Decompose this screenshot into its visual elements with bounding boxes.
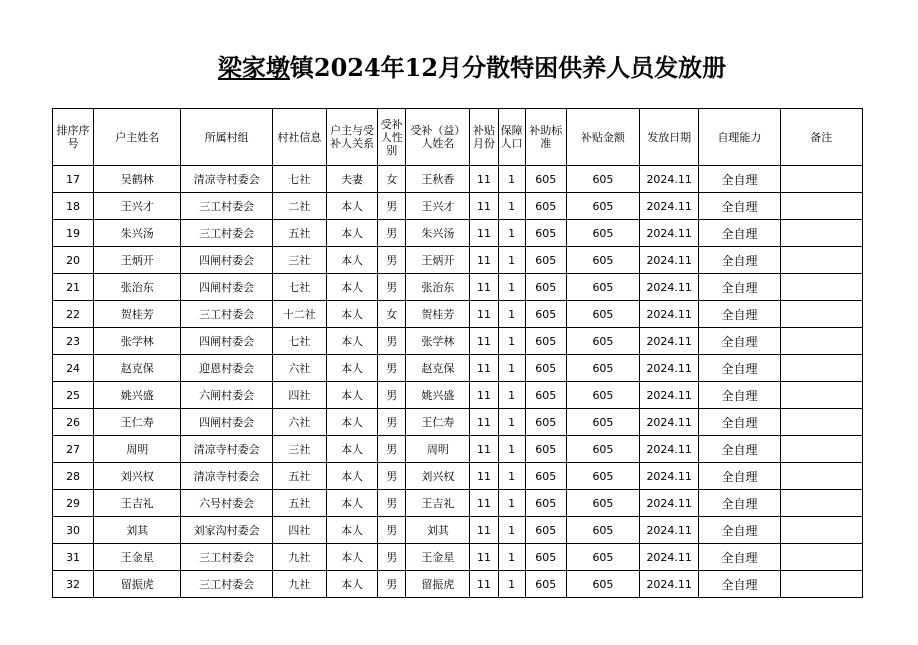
- cell-subsidy-month: 11: [470, 382, 498, 409]
- column-header-recipient-name: 受补（益）人姓名: [406, 109, 470, 166]
- cell-subsidy-standard: 605: [525, 301, 566, 328]
- cell-seq: 17: [53, 166, 94, 193]
- cell-payment-date: 2024.11: [640, 193, 699, 220]
- cell-payment-date: 2024.11: [640, 355, 699, 382]
- cell-community-info: 六社: [272, 409, 326, 436]
- cell-remarks: [780, 517, 862, 544]
- cell-seq: 22: [53, 301, 94, 328]
- cell-village-group: 三工村委会: [181, 301, 272, 328]
- table-row: [53, 355, 863, 382]
- cell-covered-persons: 1: [498, 247, 525, 274]
- cell-self-care-ability: 全自理: [699, 436, 780, 463]
- cell-subsidy-amount: 605: [566, 517, 639, 544]
- cell-recipient-name: 王炳开: [406, 247, 470, 274]
- table-row: [53, 220, 863, 247]
- cell-household-head: 吴鹤林: [94, 166, 181, 193]
- cell-remarks: [780, 301, 862, 328]
- cell-subsidy-standard: 605: [525, 355, 566, 382]
- cell-subsidy-standard: 605: [525, 517, 566, 544]
- cell-self-care-ability: 全自理: [699, 490, 780, 517]
- cell-recipient-name: 张治东: [406, 274, 470, 301]
- cell-self-care-ability: 全自理: [699, 463, 780, 490]
- cell-household-head: 张学林: [94, 328, 181, 355]
- cell-subsidy-month: 11: [470, 490, 498, 517]
- column-header-subsidy-standard: 补助标准: [525, 109, 566, 166]
- cell-payment-date: 2024.11: [640, 544, 699, 571]
- cell-subsidy-amount: 605: [566, 220, 639, 247]
- cell-self-care-ability: 全自理: [699, 247, 780, 274]
- cell-seq: 29: [53, 490, 94, 517]
- cell-subsidy-amount: 605: [566, 328, 639, 355]
- cell-subsidy-standard: 605: [525, 166, 566, 193]
- cell-village-group: 三工村委会: [181, 544, 272, 571]
- cell-covered-persons: 1: [498, 382, 525, 409]
- table-row: [53, 544, 863, 571]
- cell-subsidy-standard: 605: [525, 571, 566, 598]
- cell-payment-date: 2024.11: [640, 571, 699, 598]
- column-header-self-care-ability: 自理能力: [699, 109, 780, 166]
- table-row: [53, 571, 863, 598]
- cell-payment-date: 2024.11: [640, 166, 699, 193]
- cell-covered-persons: 1: [498, 193, 525, 220]
- table-row: [53, 490, 863, 517]
- column-header-payment-date: 发放日期: [640, 109, 699, 166]
- cell-relationship: 本人: [326, 382, 377, 409]
- cell-household-head: 周明: [94, 436, 181, 463]
- cell-recipient-name: 留振虎: [406, 571, 470, 598]
- cell-household-head: 王兴才: [94, 193, 181, 220]
- cell-household-head: 留振虎: [94, 571, 181, 598]
- cell-gender: 男: [378, 355, 406, 382]
- cell-household-head: 王炳开: [94, 247, 181, 274]
- cell-community-info: 九社: [272, 544, 326, 571]
- cell-subsidy-month: 11: [470, 463, 498, 490]
- cell-subsidy-standard: 605: [525, 544, 566, 571]
- table-row: [53, 301, 863, 328]
- cell-community-info: 七社: [272, 328, 326, 355]
- cell-community-info: 五社: [272, 490, 326, 517]
- cell-subsidy-amount: 605: [566, 490, 639, 517]
- cell-subsidy-month: 11: [470, 274, 498, 301]
- cell-relationship: 本人: [326, 571, 377, 598]
- cell-self-care-ability: 全自理: [699, 355, 780, 382]
- cell-subsidy-month: 11: [470, 166, 498, 193]
- cell-subsidy-standard: 605: [525, 193, 566, 220]
- cell-recipient-name: 赵克保: [406, 355, 470, 382]
- cell-subsidy-standard: 605: [525, 463, 566, 490]
- column-header-gender: 受补人性别: [378, 109, 406, 166]
- cell-seq: 30: [53, 517, 94, 544]
- cell-subsidy-month: 11: [470, 571, 498, 598]
- cell-covered-persons: 1: [498, 571, 525, 598]
- cell-covered-persons: 1: [498, 166, 525, 193]
- cell-seq: 31: [53, 544, 94, 571]
- cell-subsidy-month: 11: [470, 355, 498, 382]
- cell-household-head: 王吉礼: [94, 490, 181, 517]
- cell-subsidy-month: 11: [470, 544, 498, 571]
- cell-subsidy-amount: 605: [566, 463, 639, 490]
- cell-village-group: 清凉寺村委会: [181, 436, 272, 463]
- cell-gender: 男: [378, 571, 406, 598]
- cell-subsidy-standard: 605: [525, 409, 566, 436]
- cell-recipient-name: 刘其: [406, 517, 470, 544]
- header-row: [53, 109, 863, 166]
- cell-relationship: 夫妻: [326, 166, 377, 193]
- cell-self-care-ability: 全自理: [699, 409, 780, 436]
- cell-household-head: 刘其: [94, 517, 181, 544]
- table-row: [53, 517, 863, 544]
- cell-subsidy-amount: 605: [566, 166, 639, 193]
- cell-recipient-name: 王秋香: [406, 166, 470, 193]
- cell-community-info: 十二社: [272, 301, 326, 328]
- cell-remarks: [780, 166, 862, 193]
- cell-recipient-name: 朱兴汤: [406, 220, 470, 247]
- cell-community-info: 三社: [272, 247, 326, 274]
- column-header-covered-persons: 保障人口: [498, 109, 525, 166]
- cell-subsidy-month: 11: [470, 409, 498, 436]
- cell-relationship: 本人: [326, 247, 377, 274]
- column-header-community-info: 村社信息: [272, 109, 326, 166]
- column-header-subsidy-amount: 补贴金额: [566, 109, 639, 166]
- cell-seq: 20: [53, 247, 94, 274]
- cell-community-info: 五社: [272, 463, 326, 490]
- cell-subsidy-month: 11: [470, 247, 498, 274]
- cell-covered-persons: 1: [498, 517, 525, 544]
- cell-subsidy-standard: 605: [525, 328, 566, 355]
- cell-community-info: 九社: [272, 571, 326, 598]
- cell-gender: 男: [378, 517, 406, 544]
- cell-gender: 男: [378, 382, 406, 409]
- cell-remarks: [780, 247, 862, 274]
- cell-community-info: 四社: [272, 382, 326, 409]
- cell-payment-date: 2024.11: [640, 301, 699, 328]
- cell-village-group: 四闸村委会: [181, 274, 272, 301]
- cell-self-care-ability: 全自理: [699, 301, 780, 328]
- cell-recipient-name: 姚兴盛: [406, 382, 470, 409]
- cell-covered-persons: 1: [498, 409, 525, 436]
- cell-village-group: 六号村委会: [181, 490, 272, 517]
- cell-subsidy-month: 11: [470, 301, 498, 328]
- cell-recipient-name: 王兴才: [406, 193, 470, 220]
- cell-village-group: 三工村委会: [181, 193, 272, 220]
- column-header-seq: 排序序号: [53, 109, 94, 166]
- cell-village-group: 六闸村委会: [181, 382, 272, 409]
- table-row: [53, 274, 863, 301]
- cell-seq: 23: [53, 328, 94, 355]
- cell-seq: 27: [53, 436, 94, 463]
- cell-household-head: 朱兴汤: [94, 220, 181, 247]
- cell-recipient-name: 贺桂芳: [406, 301, 470, 328]
- title-place: 梁家墩: [217, 53, 290, 82]
- cell-gender: 男: [378, 463, 406, 490]
- cell-household-head: 张治东: [94, 274, 181, 301]
- cell-seq: 28: [53, 463, 94, 490]
- cell-community-info: 六社: [272, 355, 326, 382]
- cell-gender: 女: [378, 301, 406, 328]
- cell-subsidy-amount: 605: [566, 193, 639, 220]
- cell-household-head: 刘兴权: [94, 463, 181, 490]
- cell-covered-persons: 1: [498, 355, 525, 382]
- cell-gender: 男: [378, 544, 406, 571]
- cell-payment-date: 2024.11: [640, 409, 699, 436]
- cell-gender: 男: [378, 328, 406, 355]
- table-row: [53, 328, 863, 355]
- cell-seq: 26: [53, 409, 94, 436]
- cell-community-info: 三社: [272, 436, 326, 463]
- cell-village-group: 四闸村委会: [181, 247, 272, 274]
- column-header-relationship: 户主与受补人关系: [326, 109, 377, 166]
- cell-self-care-ability: 全自理: [699, 382, 780, 409]
- cell-payment-date: 2024.11: [640, 436, 699, 463]
- cell-recipient-name: 张学林: [406, 328, 470, 355]
- cell-subsidy-month: 11: [470, 193, 498, 220]
- cell-community-info: 五社: [272, 220, 326, 247]
- cell-subsidy-standard: 605: [525, 490, 566, 517]
- cell-relationship: 本人: [326, 490, 377, 517]
- cell-subsidy-amount: 605: [566, 571, 639, 598]
- cell-household-head: 姚兴盛: [94, 382, 181, 409]
- cell-subsidy-amount: 605: [566, 247, 639, 274]
- cell-covered-persons: 1: [498, 301, 525, 328]
- cell-covered-persons: 1: [498, 463, 525, 490]
- cell-village-group: 四闸村委会: [181, 409, 272, 436]
- cell-gender: 男: [378, 490, 406, 517]
- column-header-remarks: 备注: [780, 109, 862, 166]
- cell-remarks: [780, 490, 862, 517]
- cell-remarks: [780, 328, 862, 355]
- cell-community-info: 七社: [272, 274, 326, 301]
- cell-self-care-ability: 全自理: [699, 193, 780, 220]
- cell-covered-persons: 1: [498, 436, 525, 463]
- cell-self-care-ability: 全自理: [699, 328, 780, 355]
- table-row: [53, 382, 863, 409]
- cell-remarks: [780, 409, 862, 436]
- cell-subsidy-amount: 605: [566, 274, 639, 301]
- cell-remarks: [780, 193, 862, 220]
- cell-household-head: 贺桂芳: [94, 301, 181, 328]
- column-header-village-group: 所属村组: [181, 109, 272, 166]
- cell-gender: 女: [378, 166, 406, 193]
- cell-covered-persons: 1: [498, 490, 525, 517]
- page-title: [0, 52, 918, 84]
- table-row: [53, 436, 863, 463]
- cell-remarks: [780, 355, 862, 382]
- cell-payment-date: 2024.11: [640, 382, 699, 409]
- cell-relationship: 本人: [326, 274, 377, 301]
- cell-recipient-name: 周明: [406, 436, 470, 463]
- table-row: [53, 463, 863, 490]
- cell-subsidy-amount: 605: [566, 409, 639, 436]
- cell-subsidy-standard: 605: [525, 274, 566, 301]
- cell-subsidy-standard: 605: [525, 220, 566, 247]
- cell-payment-date: 2024.11: [640, 247, 699, 274]
- cell-remarks: [780, 463, 862, 490]
- cell-payment-date: 2024.11: [640, 463, 699, 490]
- cell-community-info: 二社: [272, 193, 326, 220]
- cell-relationship: 本人: [326, 544, 377, 571]
- table-row: [53, 193, 863, 220]
- cell-covered-persons: 1: [498, 274, 525, 301]
- cell-subsidy-amount: 605: [566, 544, 639, 571]
- cell-subsidy-amount: 605: [566, 301, 639, 328]
- cell-household-head: 赵克保: [94, 355, 181, 382]
- cell-village-group: 迎恩村委会: [181, 355, 272, 382]
- cell-remarks: [780, 274, 862, 301]
- cell-relationship: 本人: [326, 193, 377, 220]
- cell-village-group: 三工村委会: [181, 220, 272, 247]
- table-row: [53, 409, 863, 436]
- cell-seq: 32: [53, 571, 94, 598]
- cell-seq: 24: [53, 355, 94, 382]
- cell-covered-persons: 1: [498, 544, 525, 571]
- cell-subsidy-standard: 605: [525, 436, 566, 463]
- cell-household-head: 王金星: [94, 544, 181, 571]
- cell-subsidy-amount: 605: [566, 382, 639, 409]
- cell-village-group: 刘家沟村委会: [181, 517, 272, 544]
- cell-gender: 男: [378, 247, 406, 274]
- table-row: [53, 247, 863, 274]
- cell-remarks: [780, 544, 862, 571]
- cell-relationship: 本人: [326, 517, 377, 544]
- cell-gender: 男: [378, 274, 406, 301]
- cell-self-care-ability: 全自理: [699, 166, 780, 193]
- column-header-subsidy-month: 补贴月份: [470, 109, 498, 166]
- cell-subsidy-amount: 605: [566, 436, 639, 463]
- column-header-household-head: 户主姓名: [94, 109, 181, 166]
- cell-relationship: 本人: [326, 463, 377, 490]
- cell-relationship: 本人: [326, 328, 377, 355]
- cell-remarks: [780, 382, 862, 409]
- cell-remarks: [780, 571, 862, 598]
- cell-recipient-name: 王金星: [406, 544, 470, 571]
- cell-relationship: 本人: [326, 436, 377, 463]
- cell-recipient-name: 刘兴权: [406, 463, 470, 490]
- roster-table: [52, 108, 863, 598]
- cell-seq: 18: [53, 193, 94, 220]
- cell-payment-date: 2024.11: [640, 274, 699, 301]
- title-rest: 镇2024年12月分散特困供养人员发放册: [289, 53, 727, 82]
- cell-subsidy-month: 11: [470, 436, 498, 463]
- cell-self-care-ability: 全自理: [699, 517, 780, 544]
- cell-relationship: 本人: [326, 355, 377, 382]
- cell-subsidy-month: 11: [470, 517, 498, 544]
- cell-payment-date: 2024.11: [640, 517, 699, 544]
- cell-self-care-ability: 全自理: [699, 544, 780, 571]
- cell-self-care-ability: 全自理: [699, 220, 780, 247]
- cell-covered-persons: 1: [498, 220, 525, 247]
- cell-subsidy-standard: 605: [525, 382, 566, 409]
- cell-recipient-name: 王吉礼: [406, 490, 470, 517]
- cell-village-group: 三工村委会: [181, 571, 272, 598]
- cell-gender: 男: [378, 220, 406, 247]
- cell-self-care-ability: 全自理: [699, 571, 780, 598]
- table-row: [53, 166, 863, 193]
- cell-payment-date: 2024.11: [640, 220, 699, 247]
- cell-seq: 25: [53, 382, 94, 409]
- cell-relationship: 本人: [326, 220, 377, 247]
- cell-seq: 19: [53, 220, 94, 247]
- cell-payment-date: 2024.11: [640, 328, 699, 355]
- cell-subsidy-month: 11: [470, 220, 498, 247]
- cell-remarks: [780, 220, 862, 247]
- cell-relationship: 本人: [326, 301, 377, 328]
- cell-subsidy-standard: 605: [525, 247, 566, 274]
- cell-payment-date: 2024.11: [640, 490, 699, 517]
- cell-relationship: 本人: [326, 409, 377, 436]
- cell-self-care-ability: 全自理: [699, 274, 780, 301]
- cell-subsidy-month: 11: [470, 328, 498, 355]
- cell-village-group: 清凉寺村委会: [181, 166, 272, 193]
- cell-covered-persons: 1: [498, 328, 525, 355]
- cell-village-group: 四闸村委会: [181, 328, 272, 355]
- cell-subsidy-amount: 605: [566, 355, 639, 382]
- cell-community-info: 七社: [272, 166, 326, 193]
- cell-seq: 21: [53, 274, 94, 301]
- cell-recipient-name: 王仁寿: [406, 409, 470, 436]
- cell-village-group: 清凉寺村委会: [181, 463, 272, 490]
- cell-household-head: 王仁寿: [94, 409, 181, 436]
- cell-community-info: 四社: [272, 517, 326, 544]
- cell-remarks: [780, 436, 862, 463]
- cell-gender: 男: [378, 436, 406, 463]
- cell-gender: 男: [378, 193, 406, 220]
- cell-gender: 男: [378, 409, 406, 436]
- table-body: [53, 166, 863, 598]
